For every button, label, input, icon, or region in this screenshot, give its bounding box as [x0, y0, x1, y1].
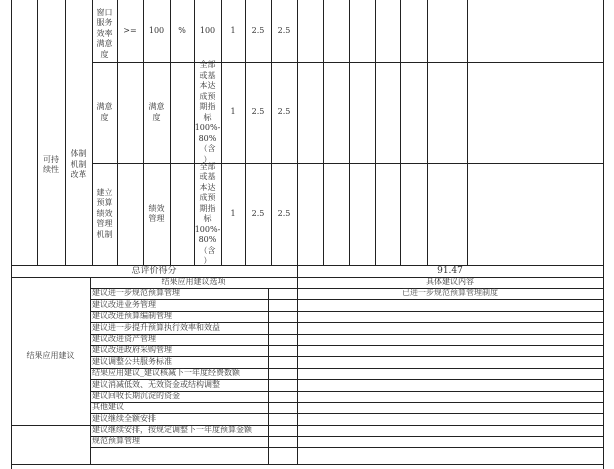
actual-cell: 全部 或基 本达 成预 期指 标 100%- 80% （含 ）	[194, 161, 221, 265]
category-sustainability: 可持 续性	[43, 154, 59, 174]
target-cell: 绩效 管理	[148, 203, 165, 223]
weight-cell: 1	[230, 107, 236, 117]
suggestion-header: 结果应用建议选项	[161, 277, 226, 287]
col-line	[297, 0, 298, 265]
score-a-cell: 2.5	[251, 208, 265, 218]
suggestion-option: 其他建议	[92, 402, 124, 412]
suggestion-option: 建议改进资产管理	[92, 334, 156, 344]
actual-cell: 全部 或基 本达 成预 期指 标 100%- 80% （含 ）	[194, 60, 221, 164]
border-right	[603, 0, 604, 469]
weight-cell: 1	[230, 208, 236, 218]
col-line	[349, 0, 350, 265]
total-score-value: 91.47	[437, 265, 463, 276]
col-line	[323, 0, 324, 265]
suggestion-option: 建议回收长期沉淀的资金	[92, 391, 180, 401]
weight-cell: 1	[230, 25, 236, 35]
suggestion-option: 规范预算管理	[92, 436, 140, 446]
suggestion-option: 结果应用建议_建议核减下一年度经费数额	[92, 368, 240, 378]
col-line	[65, 0, 66, 265]
suggestion-option: 建议改进政府采购管理	[92, 345, 172, 355]
col-line	[467, 0, 468, 265]
detail-first: 已进一步规范预算管理制度	[402, 288, 498, 298]
target-cell: 100	[148, 25, 165, 35]
unit-cell: %	[178, 25, 186, 35]
col-line	[375, 0, 376, 265]
indicator-satisfaction: 满意 度	[96, 102, 113, 122]
indicator-mechanism: 建立 预算 绩效 管理 机制	[96, 187, 113, 239]
score-b-cell: 2.5	[277, 25, 291, 35]
suggestion-option: 建议消减低效、无效资金或结构调整	[92, 379, 220, 389]
suggestion-option: 建议调整公共服务标准	[92, 356, 172, 366]
score-a-cell: 2.5	[251, 107, 265, 117]
total-score-label: 总评价得分	[131, 265, 177, 276]
detail-header: 具体建议内容	[426, 277, 474, 287]
score-b-cell: 2.5	[277, 107, 291, 117]
score-b-cell: 2.5	[277, 208, 291, 218]
subcategory-reform: 体制 机制 改革	[70, 149, 87, 180]
row-line	[90, 447, 604, 448]
operator-cell: >=	[123, 25, 137, 35]
col-line	[427, 0, 428, 265]
suggestion-option: 建议进一步规范预算管理	[92, 288, 180, 298]
suggestion-option: 建议继续安排，按规定调整下一年度预算金额	[92, 425, 252, 435]
col-line	[37, 0, 38, 265]
indicator-window-service: 窗口 服务 效率 满意 度	[96, 7, 113, 59]
suggestion-option: 建议进一步提升预算执行效率和效益	[92, 322, 220, 332]
suggestion-option: 建议改进业务管理	[92, 299, 156, 309]
score-a-cell: 2.5	[251, 25, 265, 35]
result-suggestion-label: 结果应用建议	[26, 351, 75, 361]
col-line	[400, 0, 401, 265]
actual-cell: 100	[199, 25, 216, 35]
border-bottom	[11, 464, 604, 465]
target-cell: 满意 度	[148, 102, 165, 122]
suggestion-option: 建议改进预算编制管理	[92, 311, 172, 321]
suggestion-option: 建议继续全额安排	[92, 413, 156, 423]
